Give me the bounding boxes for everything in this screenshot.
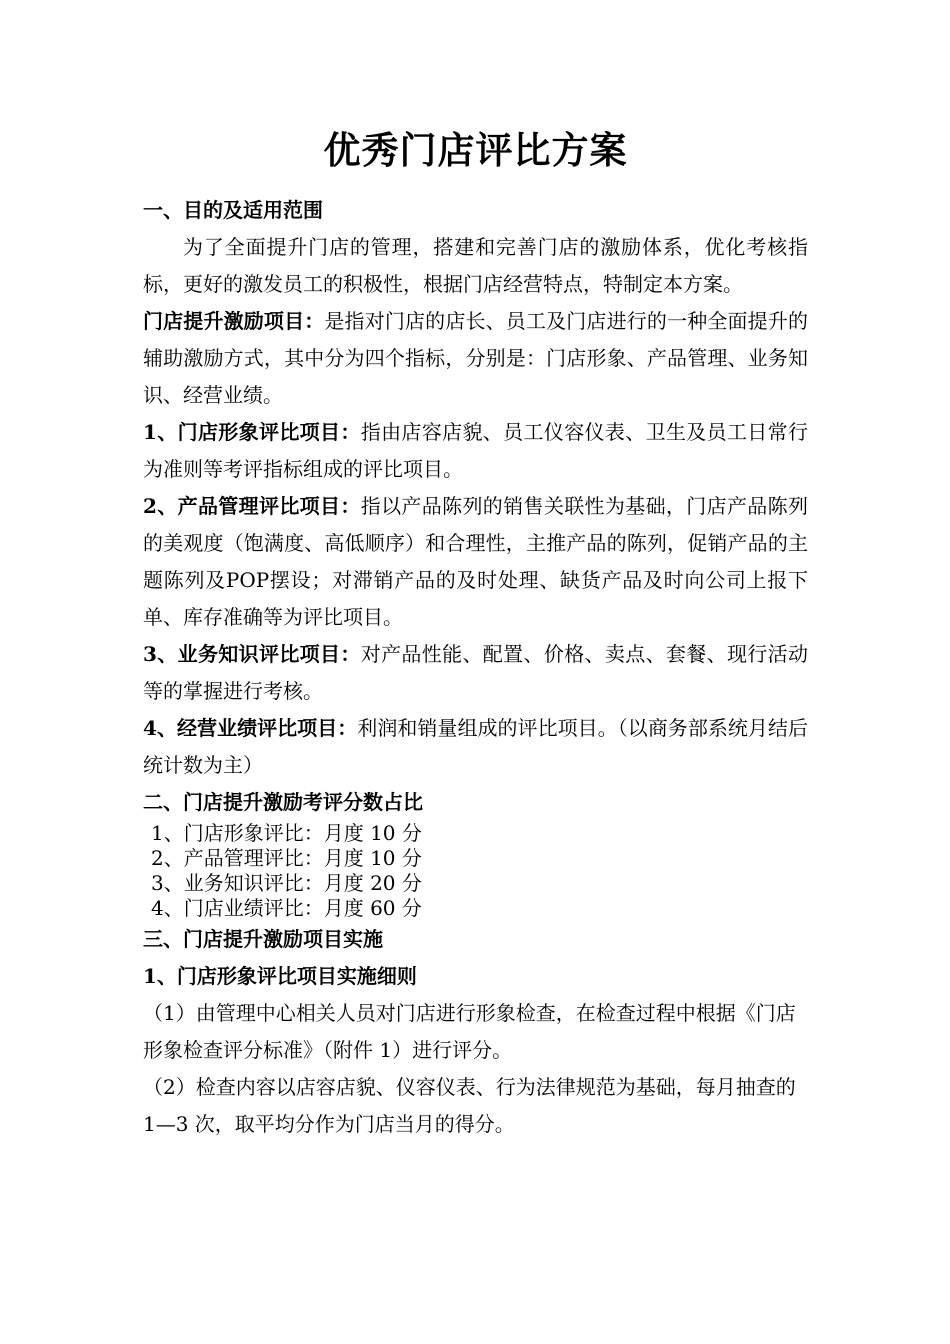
section2-heading: 二、门店提升激励考评分数占比 [143,790,423,814]
section3-heading: 三、门店提升激励项目实施 [143,927,383,951]
rule-item: （2）检查内容以店容店貌、仪容仪表、行为法律规范为基础，每月抽查的 1—3 次，取平均分作为门店当月的得分。 [143,1075,796,1136]
item-knowledge-lead: 3、业务知识评比项目： [143,642,361,666]
document-title: 优秀门店评比方案 [323,128,628,172]
item-knowledge-text: 对产品性能、配置、价格、卖点、套餐、现行活动等的掌握进行考核。 [143,642,809,703]
item-product [143,488,808,636]
item-performance [143,710,808,784]
project-definition [143,303,808,414]
document-page [143,120,808,1143]
item-image-lead: 1、门店形象评比项目： [143,420,361,444]
project-definition-lead: 门店提升激励项目： [143,309,325,333]
rule-item: （1）由管理中心相关人员对门店进行形象检查，在检查过程中根据《门店形象检查评分标准》（附件 1）进行评分。 [143,1001,796,1062]
section1-intro: 为了全面提升门店的管理，搭建和完善门店的激励体系，优化考核指标，更好的激发员工的积极性，根据门店经营特点，特制定本方案。 [143,235,808,296]
item-product-lead: 2、产品管理评比项目： [143,494,361,518]
score-list [143,821,808,921]
section1-heading: 一、目的及适用范围 [143,198,323,222]
score-item: 2、产品管理评比：月度 10 分 [151,846,422,870]
project-definition-text: 是指对门店的店长、员工及门店进行的一种全面提升的辅助激励方式，其中分为四个指标，分别是：门店形象、产品管理、业务知识、经营业绩。 [143,309,808,407]
item-knowledge [143,636,808,710]
item-image [143,414,808,488]
score-item: 1、门店形象评比：月度 10 分 [151,821,422,845]
item-image-text: 指由店容店貌、员工仪容仪表、卫生及员工日常行为准则等考评指标组成的评比项目。 [143,420,809,481]
score-item: 4、门店业绩评比：月度 60 分 [151,896,422,920]
section3-subheading: 1、门店形象评比项目实施细则 [143,964,417,988]
item-performance-lead: 4、经营业绩评比项目： [143,716,358,740]
item-product-text: 指以产品陈列的销售关联性为基础，门店产品陈列的美观度（饱满度、高低顺序）和合理性，主推产品的陈列，促销产品的主题陈列及POP摆设；对滞销产品的及时处理、缺货产品及时向公司上报下单、库存准确等为评比项目。 [143,494,809,629]
score-item: 3、业务知识评比：月度 20 分 [151,871,422,895]
item-performance-text: 利润和销量组成的评比项目。（以商务部系统月结后统计数为主） [143,716,808,777]
